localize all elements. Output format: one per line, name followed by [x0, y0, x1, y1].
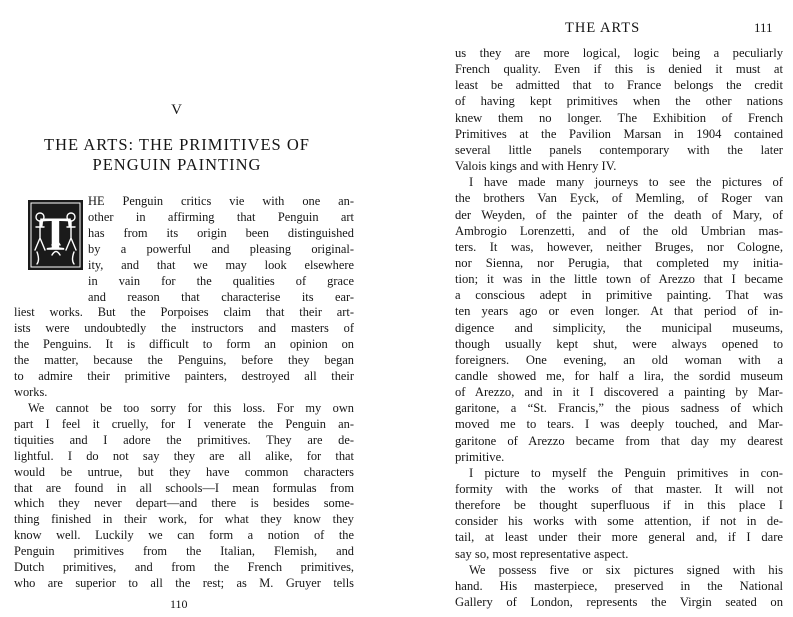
text-line: We possess five or six pictures signed with his — [469, 562, 783, 577]
text-line: of Arezzo, and in it I discovered a painting by Mar- — [455, 385, 783, 400]
text-line: lightful. I do not say they are all alike, for that — [14, 448, 354, 463]
text-line: moved me to tears. I was deeply touched, and Mar- — [455, 417, 783, 432]
text-line: several little panels contemporary with the later — [455, 142, 783, 157]
text-line: by a powerful and pleasing original- — [88, 241, 354, 256]
text-line: thing finished in their work, for what they know they — [14, 512, 354, 527]
text-line: I picture to myself the Penguin primitives in con- — [469, 465, 783, 480]
text-line: We cannot be too sorry for this loss. For my own — [28, 400, 354, 415]
page-number: 110 — [170, 597, 188, 611]
text-line: French quality. Even if this is denied it must at — [455, 62, 783, 77]
text-line: primitive. — [455, 449, 505, 464]
text-line: Primitives at the Pavilion Marsan in 1904 contained — [455, 126, 783, 141]
text-line: has from its origin been distinguished — [88, 225, 354, 240]
text-line: ters. It was, however, neither Bruges, nor Cologne, — [455, 239, 783, 254]
text-line: HE Penguin critics vie with one an- — [88, 194, 354, 208]
text-line: knew them no longer. The Exhibition of French — [455, 110, 783, 125]
text-line: Valois kings and with Henry IV. — [455, 159, 617, 173]
text-line: in vain for the qualities of grace — [88, 273, 354, 288]
chapter-title-line-2: PENGUIN PAINTING — [92, 155, 262, 174]
text-line: the Penguins. It is difficult to form an opinion on — [14, 337, 354, 352]
text-line: consider his works with some attention, if not in de- — [455, 514, 783, 529]
text-line: candle showed me, for half a lira, the sordid museum — [455, 368, 783, 383]
text-line: us they are more logical, logic being a peculiarly — [455, 46, 783, 60]
text-line: to admire their primitive painters, destroyed all their — [14, 369, 354, 384]
text-line: the matter, because the Penguins, before they began — [14, 353, 354, 368]
text-line: foreigners. One evening, an old woman with a — [455, 352, 783, 367]
text-line: formity with the works of that master. It will not — [455, 482, 783, 496]
text-line: a conscious adept in primitive painting. That was — [455, 288, 783, 303]
text-line: the brothers Van Eyck, of Memling, of Roger van — [455, 191, 783, 206]
text-line: Penguin primitives from the Italian, Flemish, and — [14, 544, 354, 559]
text-line: and reason that characterise its ear- — [88, 289, 354, 304]
chapter-number: V — [171, 102, 183, 118]
text-line: who are superior to all the rest; as M. Gruyer tells — [14, 576, 354, 590]
text-line: say so, most representative aspect. — [455, 546, 629, 561]
text-line: tiquities and I adore the primitives. They are de- — [14, 432, 354, 447]
right-page — [397, 0, 793, 617]
text-line: Ambrogio Lorenzetti, and of the old Umbrian mas- — [455, 223, 783, 238]
text-line: ity, and that we may look elsewhere — [88, 257, 354, 272]
text-line: garitone, a “St. Francis,” the pious sadness of which — [455, 401, 783, 416]
text-line: I have made many journeys to see the pictures of — [469, 175, 783, 190]
text-line: least be admitted that to France belongs the credit — [455, 78, 783, 93]
text-line: that are found in all schools—I mean formulas from — [14, 480, 354, 495]
chapter-title-line-1: THE ARTS: THE PRIMITIVES OF — [44, 135, 310, 154]
text-line: der Weyden, of the painter of the death of Mary, of — [455, 207, 783, 222]
drop-cap-letter: T — [39, 208, 72, 261]
text-line: digence and simplicity, the municipal museums, — [455, 320, 783, 335]
text-line: works. — [14, 385, 48, 399]
text-line: of having kept primitives when the other nations — [455, 94, 783, 109]
text-line: other in affirming that Penguin art — [88, 209, 354, 224]
text-line: Dutch primitives, and from the French primitives, — [14, 560, 354, 575]
text-line: ten years ago or even longer. At that period of in- — [455, 304, 783, 319]
text-line: tail, at least under their more general and, if I dare — [455, 530, 783, 545]
page-number: 111 — [754, 20, 773, 35]
text-line: liest works. But the Porpoises claim that their art- — [14, 305, 354, 320]
text-line: ists were undoubtedly the instructors and masters of — [14, 321, 354, 336]
drop-cap-ornament — [28, 200, 83, 270]
text-line: hand. His masterpiece, preserved in the National — [455, 578, 783, 593]
text-line: Gallery of London, represents the Virgin seated on — [455, 595, 783, 609]
text-line: nor Sienna, nor Perugia, that completed my initia- — [455, 255, 783, 270]
text-line: garitone of Arezzo became from that day my dearest — [455, 433, 783, 448]
text-line: would be untrue, but they have common characters — [14, 464, 354, 479]
text-line: know well. Luckily we can form a notion of the — [14, 528, 354, 543]
text-line: though usually kept shut, were always opened to — [455, 336, 783, 351]
text-line: tion; it was in the little town of Arezzo that I became — [455, 272, 783, 287]
text-line: part I feel it cruelly, for I venerate the Penguin an- — [14, 416, 354, 431]
running-head: THE ARTS — [565, 20, 641, 36]
text-line: therefore be thought superfluous if in this place I — [455, 498, 783, 513]
text-line: which they never depart—and there is besides some- — [14, 496, 354, 511]
